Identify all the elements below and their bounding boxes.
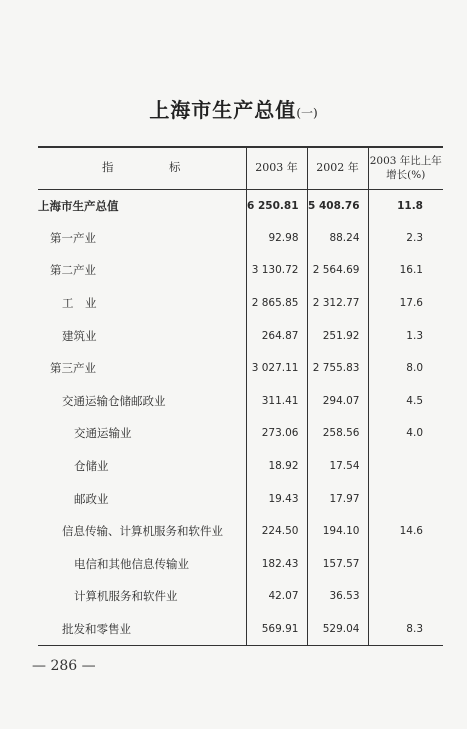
table-row: [38, 482, 443, 515]
page-title: [0, 94, 467, 123]
value-2002: 2 755.83: [307, 352, 368, 385]
table-row: [38, 222, 443, 255]
value-2002: 36.53: [307, 580, 368, 613]
table-row: [38, 580, 443, 613]
row-label: 邮政业: [74, 491, 109, 506]
value-2003: 273.06: [246, 417, 307, 450]
table-body: [38, 189, 443, 645]
value-growth: 4.0: [368, 417, 443, 450]
value-2002: 194.10: [307, 515, 368, 548]
table-row: [38, 515, 443, 548]
value-2002: 157.57: [307, 548, 368, 581]
table-row: [38, 417, 443, 450]
table-row: [38, 287, 443, 320]
value-growth: 17.6: [368, 287, 443, 320]
row-label: 第二产业: [50, 263, 96, 278]
row-label: 信息传输、计算机服务和软件业: [62, 524, 223, 539]
table-row: [38, 450, 443, 483]
row-label: 计算机服务和软件业: [74, 589, 178, 604]
page-number: — 286 —: [32, 658, 96, 674]
value-growth: [368, 450, 443, 483]
row-label: 上海市生产总值: [38, 198, 119, 213]
gdp-table: [38, 146, 443, 646]
value-growth: 4.5: [368, 385, 443, 418]
value-2002: 258.56: [307, 417, 368, 450]
value-2003: 3 130.72: [246, 254, 307, 287]
value-2002: 2 312.77: [307, 287, 368, 320]
table-header-row: [38, 147, 443, 189]
table-row: [38, 548, 443, 581]
header-indicator: 指 标: [38, 147, 246, 189]
value-growth: [368, 580, 443, 613]
value-2003: 42.07: [246, 580, 307, 613]
value-2003: 18.92: [246, 450, 307, 483]
value-growth: [368, 482, 443, 515]
row-label: 电信和其他信息传输业: [74, 556, 189, 571]
value-2003: 3 027.11: [246, 352, 307, 385]
value-growth: 2.3: [368, 222, 443, 255]
title-main: 上海市生产总值: [149, 98, 297, 122]
title-sub: (一): [296, 106, 318, 120]
row-label: 交通运输业: [74, 426, 132, 441]
value-2002: 2 564.69: [307, 254, 368, 287]
row-label: 仓储业: [74, 459, 109, 474]
value-2003: 224.50: [246, 515, 307, 548]
row-label: 批发和零售业: [38, 613, 246, 646]
row-label: 第一产业: [50, 230, 96, 245]
value-growth: 16.1: [368, 254, 443, 287]
value-2003: 92.98: [246, 222, 307, 255]
value-2002: 251.92: [307, 319, 368, 352]
row-label: 工 业: [62, 296, 97, 311]
row-label: 建筑业: [62, 328, 97, 343]
value-growth: 8.3: [368, 613, 443, 646]
value-growth: 11.8: [368, 189, 443, 222]
value-2002: 529.04: [307, 613, 368, 646]
value-2003: 569.91: [246, 613, 307, 646]
value-2003: 19.43: [246, 482, 307, 515]
table-row: [38, 189, 443, 222]
value-2003: 6 250.81: [246, 189, 307, 222]
table-row: [38, 385, 443, 418]
value-growth: 1.3: [368, 319, 443, 352]
table-row: [38, 352, 443, 385]
value-growth: 14.6: [368, 515, 443, 548]
value-2003: 264.87: [246, 319, 307, 352]
value-growth: [368, 548, 443, 581]
value-2002: 17.97: [307, 482, 368, 515]
header-2003: 2003 年: [246, 147, 307, 189]
table-row: [38, 254, 443, 287]
value-growth: 8.0: [368, 352, 443, 385]
table-row: [38, 613, 443, 646]
value-2002: 294.07: [307, 385, 368, 418]
value-2003: 182.43: [246, 548, 307, 581]
header-growth: 2003 年比上年增长(%): [368, 147, 443, 189]
row-label: 交通运输仓储邮政业: [62, 393, 166, 408]
table-row: [38, 319, 443, 352]
value-2002: 17.54: [307, 450, 368, 483]
value-2003: 311.41: [246, 385, 307, 418]
value-2002: 5 408.76: [307, 189, 368, 222]
value-2002: 88.24: [307, 222, 368, 255]
header-2002: 2002 年: [307, 147, 368, 189]
value-2003: 2 865.85: [246, 287, 307, 320]
row-label: 第三产业: [50, 361, 96, 376]
